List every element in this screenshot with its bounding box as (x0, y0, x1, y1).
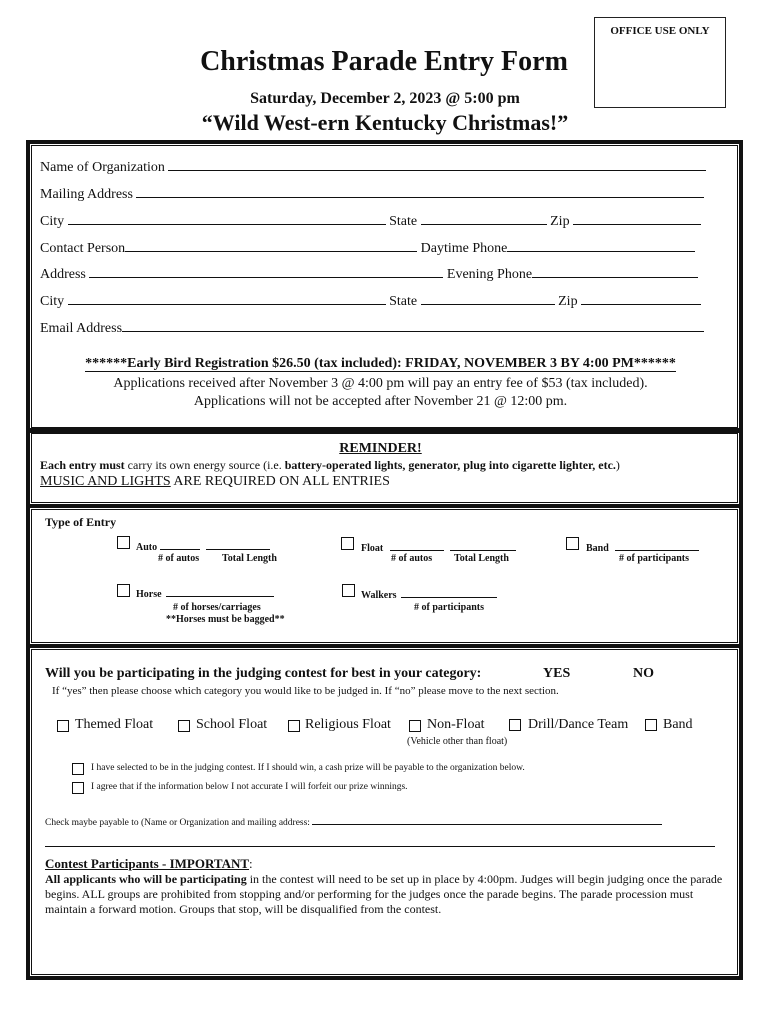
org-label: Name of Organization (40, 160, 165, 175)
horse-row (136, 588, 274, 600)
address-row (40, 265, 698, 283)
float-label: Float (361, 543, 384, 554)
band-label: Band (586, 543, 609, 554)
themed-float-checkbox[interactable] (57, 720, 69, 732)
auto-row (136, 541, 270, 553)
auto-label: Auto (136, 542, 158, 553)
horse-num-label: # of horses/carriages (173, 602, 261, 613)
city-field-2[interactable] (68, 292, 386, 305)
form-title-wrap (0, 46, 770, 78)
daytime-phone-field[interactable] (507, 239, 695, 252)
all-applicants-text: All applicants who will be participating (45, 872, 247, 886)
parade-date: Saturday, December 2, 2023 @ 5:00 pm (250, 90, 520, 107)
religious-float-label: Religious Float (305, 717, 391, 732)
each-entry-text: Each entry must (40, 458, 125, 472)
participants-rules (45, 872, 725, 917)
auto-length-label: Total Length (222, 553, 277, 564)
float-checkbox[interactable] (341, 537, 354, 550)
agree-contest-checkbox[interactable] (72, 763, 84, 775)
rules-text: in the contest will need to be set up in place by 4:00pm. Judges will begin judging once the parade begins. ALL groups are prohibited from stopping and/or performing for the judges once the parade begins. The parade procession must maintain a forward motion. Groups that stop, will be disqualified from the contest. (45, 872, 723, 916)
city-label-2: City (40, 294, 65, 309)
music-lights-text (40, 474, 390, 490)
evening-phone-field[interactable] (532, 265, 698, 278)
city-row-2 (40, 292, 701, 310)
email-field[interactable] (122, 319, 704, 332)
walkers-count-field[interactable] (401, 589, 497, 598)
zip-field-2[interactable] (581, 292, 701, 305)
music-lights-label: MUSIC AND LIGHTS (40, 474, 171, 489)
energy-source-text (40, 458, 620, 473)
walkers-num-label: # of participants (414, 602, 484, 613)
drill-dance-checkbox[interactable] (509, 719, 521, 731)
check-payable-row (45, 816, 662, 828)
auto-checkbox[interactable] (117, 536, 130, 549)
agree-contest-text: I have selected to be in the judging contest. If I should win, a cash prize will be payable to the organization below. (91, 763, 525, 773)
band-category-label: Band (663, 717, 693, 732)
address-label: Address (40, 267, 86, 282)
drill-dance-label: Drill/Dance Team (528, 717, 629, 732)
check-payable-field[interactable] (312, 816, 662, 825)
check-payable-line-2[interactable] (45, 846, 715, 847)
city-row-1 (40, 212, 701, 230)
entry-type-title: Type of Entry (45, 515, 117, 529)
band-checkbox[interactable] (566, 537, 579, 550)
judging-question: Will you be participating in the judging contest for best in your category: (45, 666, 482, 681)
walkers-row (361, 589, 497, 601)
horses-bagged-note: **Horses must be bagged** (166, 614, 285, 625)
religious-float-checkbox[interactable] (288, 720, 300, 732)
mailing-row (40, 185, 704, 203)
float-length-label: Total Length (454, 553, 509, 564)
horse-checkbox[interactable] (117, 584, 130, 597)
auto-num-label: # of autos (158, 553, 200, 564)
judging-instructions: If “yes” then please choose which category you would like to be judged in. If “no” please move to the next section. (52, 685, 559, 697)
judging-no[interactable]: NO (633, 666, 654, 681)
daytime-phone-label: Daytime Phone (420, 241, 508, 256)
float-num-label: # of autos (391, 553, 433, 564)
nonfloat-note: (Vehicle other than float) (407, 736, 508, 747)
horse-label: Horse (136, 589, 162, 600)
reminder-title: REMINDER! (339, 441, 422, 456)
org-row (40, 158, 706, 176)
walkers-label: Walkers (361, 590, 397, 601)
office-use-label: OFFICE USE ONLY (610, 25, 710, 37)
examples-text: battery-operated lights, generator, plug into cigarette lighter, etc. (284, 458, 616, 472)
float-length-field[interactable] (450, 542, 516, 551)
contact-person-field[interactable] (125, 239, 417, 252)
non-float-label: Non-Float (427, 717, 485, 732)
state-field-1[interactable] (421, 212, 547, 225)
walkers-checkbox[interactable] (342, 584, 355, 597)
early-bird-notice (30, 356, 731, 372)
band-category-checkbox[interactable] (645, 719, 657, 731)
required-text: ARE REQUIRED ON ALL ENTRIES (170, 474, 390, 489)
parade-theme: “Wild West-ern Kentucky Christmas!” (201, 110, 569, 135)
state-label-2: State (389, 294, 418, 309)
mailing-label: Mailing Address (40, 187, 133, 202)
close-paren: ) (615, 458, 620, 472)
entry-type-section (26, 504, 743, 648)
state-label: State (389, 214, 418, 229)
mailing-field[interactable] (136, 185, 704, 198)
carry-text: carry its own energy source (i.e. (124, 458, 285, 472)
late-fee-notice: Applications received after November 3 @ 4:00 pm will pay an entry fee of $53 (tax included). (113, 376, 648, 391)
cutoff-notice: Applications will not be accepted after November 21 @ 12:00 pm. (193, 394, 568, 409)
city-label: City (40, 214, 65, 229)
contact-person-label: Contact Person (40, 241, 126, 256)
school-float-checkbox[interactable] (178, 720, 190, 732)
email-label: Email Address (40, 321, 123, 336)
themed-float-label: Themed Float (75, 717, 154, 732)
email-row (40, 319, 704, 337)
non-float-checkbox[interactable] (409, 720, 421, 732)
org-field[interactable] (168, 158, 706, 171)
form-title: Christmas Parade Entry Form (200, 46, 568, 77)
evening-phone-label: Evening Phone (446, 267, 533, 282)
participants-title: Contest Participants - IMPORTANT (45, 856, 250, 871)
participants-heading (45, 856, 253, 872)
state-field-2[interactable] (421, 292, 555, 305)
participants-colon: : (249, 856, 253, 871)
judging-yes[interactable]: YES (543, 666, 571, 681)
zip-label: Zip (550, 214, 570, 229)
city-field-1[interactable] (68, 212, 386, 225)
horse-count-field[interactable] (166, 588, 274, 597)
agree-forfeit-checkbox[interactable] (72, 782, 84, 794)
band-num-label: # of participants (619, 553, 689, 564)
float-count-field[interactable] (390, 542, 444, 551)
band-count-field[interactable] (615, 542, 699, 551)
auto-count-field[interactable] (160, 541, 200, 550)
contact-person-row (40, 239, 695, 257)
early-bird-text: ******Early Bird Registration $26.50 (tax included): FRIDAY, NOVEMBER 3 BY 4:00 PM****** (85, 356, 676, 371)
check-payable-label: Check maybe payable to (Name or Organization and mailing address: (45, 818, 310, 828)
zip-label-2: Zip (558, 294, 578, 309)
address-field[interactable] (89, 265, 443, 278)
agree-forfeit-text: I agree that if the information below I not accurate I will forfeit our prize winnings. (91, 782, 408, 792)
school-float-label: School Float (196, 717, 268, 732)
zip-field-1[interactable] (573, 212, 701, 225)
auto-length-field[interactable] (206, 541, 270, 550)
